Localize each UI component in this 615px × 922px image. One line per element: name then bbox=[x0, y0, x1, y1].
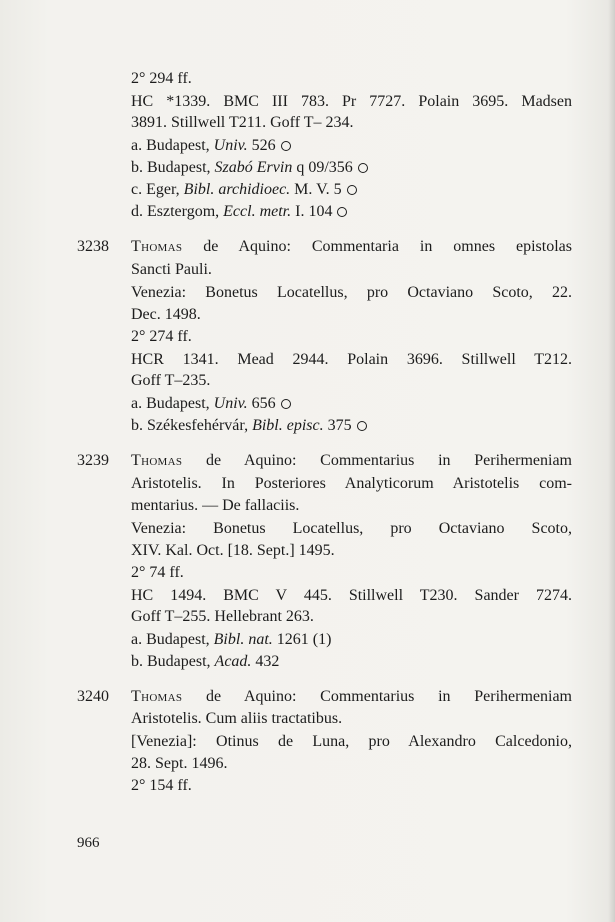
entry-title-line: Aristotelis. Cum aliis tractatibus. bbox=[131, 710, 343, 727]
references-line: 3891. Stillwell T211. Goff T– 234. bbox=[131, 114, 354, 131]
page-gutter-shadow bbox=[608, 0, 615, 922]
references-line: Goff T–255. Hellebrant 263. bbox=[131, 608, 314, 625]
holding-line: a. Budapest, Bibl. nat. 1261 (1) bbox=[131, 631, 332, 648]
entry-title-line: Aristotelis. In Posteriores Analyticorum Aristotelis com- bbox=[131, 475, 572, 492]
entry-title-line: mentarius. — De fallaciis. bbox=[131, 497, 300, 514]
format-line: 2° 274 ff. bbox=[131, 328, 192, 345]
author-name: Thomas bbox=[131, 688, 183, 705]
imprint-line: Venezia: Bonetus Locatellus, pro Octaviano Scoto, bbox=[131, 520, 572, 537]
holding-line: c. Eger, Bibl. archidioec. M. V. 5 bbox=[131, 180, 357, 200]
references-line: HC 1494. BMC V 445. Stillwell T230. Sander 7274. bbox=[131, 587, 572, 604]
circle-symbol-icon bbox=[337, 207, 347, 217]
holding-line: d. Esztergom, Eccl. metr. I. 104 bbox=[131, 202, 347, 222]
imprint-line: Venezia: Bonetus Locatellus, pro Octaviano Scoto, 22. bbox=[131, 284, 572, 301]
circle-symbol-icon bbox=[347, 185, 357, 195]
circle-symbol-icon bbox=[281, 141, 291, 151]
format-line: 2° 154 ff. bbox=[131, 777, 192, 794]
imprint-line: 28. Sept. 1496. bbox=[131, 755, 228, 772]
entry-title-line: Thomas de Aquino: Commentarius in Perihermeniam bbox=[131, 688, 572, 705]
references-line: Goff T–235. bbox=[131, 372, 211, 389]
page-number: 966 bbox=[77, 835, 100, 851]
imprint-line: [Venezia]: Otinus de Luna, pro Alexandro Calcedonio, bbox=[131, 733, 572, 750]
circle-symbol-icon bbox=[357, 421, 367, 431]
holding-line: b. Budapest, Acad. 432 bbox=[131, 653, 280, 670]
circle-symbol-icon bbox=[281, 399, 291, 409]
holding-line: b. Székesfehérvár, Bibl. episc. 375 bbox=[131, 416, 367, 436]
holding-line: b. Budapest, Szabó Ervin q 09/356 bbox=[131, 158, 368, 178]
author-name: Thomas bbox=[131, 238, 183, 255]
format-line: 2° 294 ff. bbox=[131, 70, 192, 87]
entry-number: 3238 bbox=[77, 238, 109, 255]
entry-title-line: Sancti Pauli. bbox=[131, 261, 212, 278]
imprint-line: Dec. 1498. bbox=[131, 306, 201, 323]
references-line: HC *1339. BMC III 783. Pr 7727. Polain 3695. Madsen bbox=[131, 93, 572, 110]
author-name: Thomas bbox=[131, 452, 183, 469]
holding-line: a. Budapest, Univ. 526 bbox=[131, 136, 291, 156]
entry-title-line: Thomas de Aquino: Commentarius in Perihermeniam bbox=[131, 452, 572, 469]
circle-symbol-icon bbox=[358, 163, 368, 173]
holding-line: a. Budapest, Univ. 656 bbox=[131, 394, 291, 414]
entry-number: 3239 bbox=[77, 452, 109, 469]
references-line: HCR 1341. Mead 2944. Polain 3696. Stillwell T212. bbox=[131, 351, 572, 368]
entry-title-line: Thomas de Aquino: Commentaria in omnes epistolas bbox=[131, 238, 572, 255]
imprint-line: XIV. Kal. Oct. [18. Sept.] 1495. bbox=[131, 542, 335, 559]
entry-number: 3240 bbox=[77, 688, 109, 705]
format-line: 2° 74 ff. bbox=[131, 564, 184, 581]
